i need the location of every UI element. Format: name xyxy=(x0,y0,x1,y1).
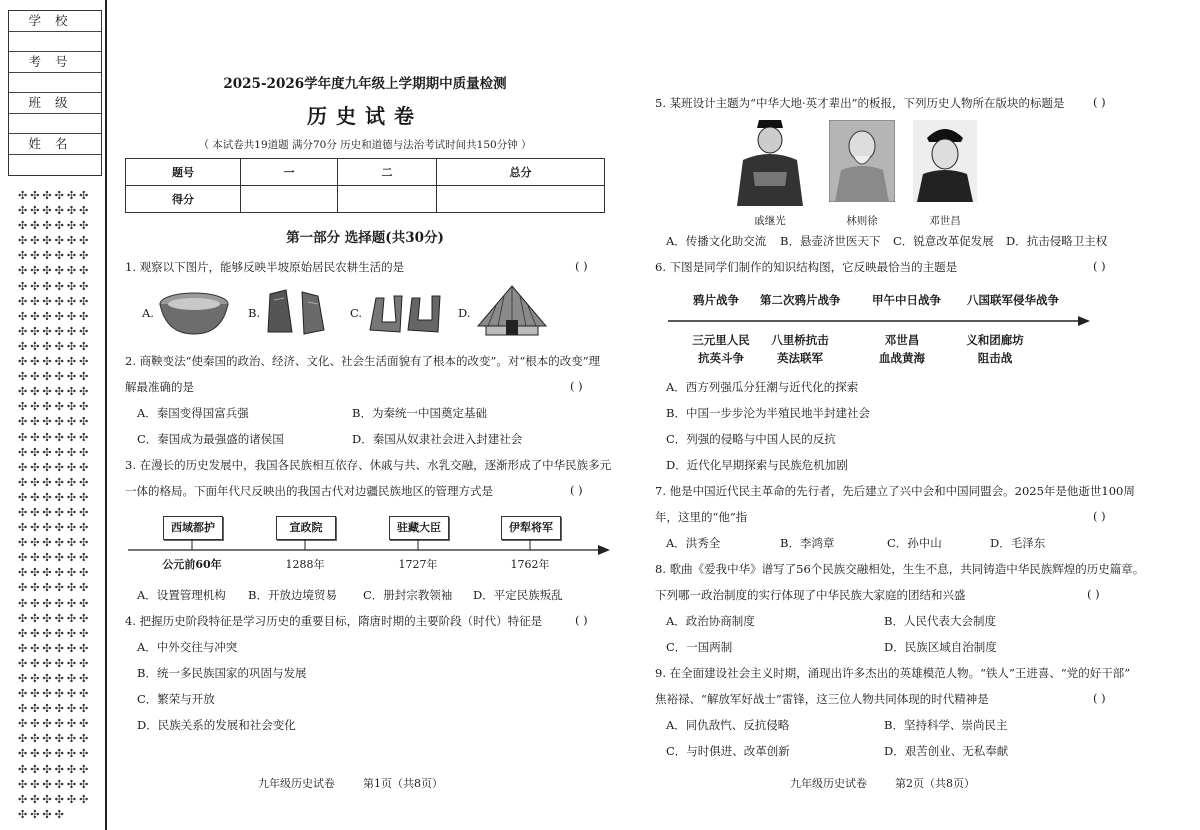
q3-option-d[interactable]: D．平定民族叛乱 xyxy=(473,588,563,602)
q6-option-d[interactable]: D．近代化早期探索与民族危机加剧 xyxy=(666,458,848,472)
name-label: 姓名 xyxy=(9,134,101,155)
q5-option-c[interactable]: C．锐意改革促发展 xyxy=(893,234,994,248)
caption-deng-shichang: 邓世昌 xyxy=(929,215,961,227)
timeline-ticks xyxy=(128,539,614,553)
timeline-year-2: 1288年 xyxy=(285,558,325,571)
timeline-box-1: 西域都护 xyxy=(163,516,223,540)
answer-paren-4[interactable]: ( ) xyxy=(575,613,588,627)
q2-option-b[interactable]: B．为秦统一中国奠定基础 xyxy=(352,406,487,420)
q7-option-d[interactable]: D．毛泽东 xyxy=(990,536,1046,550)
diagram-event-3: 邓世昌 血战黄海 xyxy=(879,333,925,365)
caption-qi-jiguang: 戚继光 xyxy=(754,215,786,227)
diagram-event-4: 义和团廊坊 阻击战 xyxy=(966,333,1024,365)
q3-option-b[interactable]: B．开放边境贸易 xyxy=(248,588,337,602)
metal-plow-image xyxy=(366,290,446,336)
score-table xyxy=(125,158,605,213)
page-footer-right: 九年级历史试卷 第2页（共8页） xyxy=(790,777,975,790)
q8-option-c[interactable]: C．一国两制 xyxy=(666,640,733,654)
q7-option-c[interactable]: C．孙中山 xyxy=(887,536,942,550)
question-9-cont: 焦裕禄、“解放军好战士”雷锋，这三位人物共同体现的时代精神是 xyxy=(655,692,989,706)
question-2: 2. 商鞅变法“使秦国的政治、经济、文化、社会生活面貌有了根本的改变”。对“根本的改变”理 xyxy=(125,354,601,368)
score-header-cell: 一 xyxy=(241,159,338,186)
q4-option-b[interactable]: B．统一多民族国家的巩固与发展 xyxy=(137,666,307,680)
q2-option-d[interactable]: D．秦国从奴隶社会进入封建社会 xyxy=(352,432,523,446)
seal-line xyxy=(105,0,107,830)
q9-option-b[interactable]: B．坚持科学、崇尚民主 xyxy=(884,718,1008,732)
diagram-war-2: 第二次鸦片战争 xyxy=(760,293,841,307)
diagram-arrow xyxy=(668,313,1094,329)
timeline-year-3: 1727年 xyxy=(398,558,438,571)
page-footer-left: 九年级历史试卷 第1页（共8页） xyxy=(258,777,443,790)
thatched-hut-image xyxy=(476,284,548,338)
timeline-box-3: 驻藏大臣 xyxy=(389,516,449,540)
q1-letter-a: A. xyxy=(142,306,154,320)
q3-option-c[interactable]: C．册封宗教领袖 xyxy=(363,588,453,602)
q9-option-c[interactable]: C．与时俱进、改革创新 xyxy=(666,744,790,758)
q2-option-a[interactable]: A．秦国变得国富兵强 xyxy=(137,406,249,420)
answer-paren-7[interactable]: ( ) xyxy=(1093,509,1106,523)
q4-option-d[interactable]: D．民族关系的发展和社会变化 xyxy=(137,718,296,732)
stone-tool-image xyxy=(262,286,332,338)
q9-option-d[interactable]: D．艰苦创业、无私奉献 xyxy=(884,744,1009,758)
question-8-cont: 下列哪一政治制度的实行体现了中华民族大家庭的团结和兴盛 xyxy=(655,588,966,602)
timeline-year-4: 1762年 xyxy=(510,558,550,571)
class-label: 班级 xyxy=(9,93,101,114)
exam-number-blank[interactable] xyxy=(9,73,101,94)
score-cell[interactable] xyxy=(338,186,437,213)
answer-paren-5[interactable]: ( ) xyxy=(1093,95,1106,109)
diagram-war-1: 鸦片战争 xyxy=(693,293,739,307)
school-label: 学校 xyxy=(9,11,101,32)
score-cell[interactable] xyxy=(437,186,605,213)
seal-line-pattern: ✣✣✣✣✣✣✣✣✣✣✣✣✣✣✣✣✣✣✣✣✣✣✣✣✣✣✣✣✣✣✣✣✣✣✣✣✣✣✣✣✣✣✣✣✣✣✣✣✣✣✣✣✣✣✣✣✣✣✣✣✣✣✣✣✣✣✣✣✣✣✣✣✣✣✣✣✣✣✣✣✣✣✣✣✣✣✣✣✣✣✣✣✣✣✣✣✣✣✣✣✣✣✣✣✣✣✣✣✣✣✣✣✣✣✣✣✣✣✣✣✣✣✣✣✣✣✣✣✣✣✣✣✣✣✣✣✣✣✣✣✣✣✣✣✣✣✣✣✣✣✣✣✣✣✣✣✣✣✣✣✣✣✣✣✣✣✣✣✣✣✣✣✣✣✣✣✣✣✣✣✣✣✣✣✣✣✣✣✣✣✣✣✣✣✣✣✣✣✣✣✣✣✣✣✣✣✣✣✣✣✣✣✣✣✣✣✣✣✣✣✣✣✣✣✣✣✣✣✣✣✣✣✣✣✣✣✣✣✣✣✣✣✣✣✣✣✣✣✣✣ xyxy=(18,189,92,821)
answer-paren-8[interactable]: ( ) xyxy=(1087,587,1100,601)
timeline-year-1: 公元前60年 xyxy=(162,558,222,571)
score-cell[interactable] xyxy=(241,186,338,213)
q7-option-a[interactable]: A．洪秀全 xyxy=(666,536,721,550)
exam-number-label: 考号 xyxy=(9,52,101,73)
question-7: 7. 他是中国近代民主革命的先行者，先后建立了兴中会和中国同盟会。2025年是他逝世100周 xyxy=(655,484,1135,498)
binding-info-box xyxy=(8,10,102,176)
score-header-cell: 题号 xyxy=(126,159,241,186)
q4-option-a[interactable]: A．中外交往与冲突 xyxy=(137,640,238,654)
q5-option-d[interactable]: D．抗击侵略卫主权 xyxy=(1006,234,1108,248)
section-heading: 第一部分 选择题(共30分) xyxy=(286,230,444,246)
q8-option-b[interactable]: B．人民代表大会制度 xyxy=(884,614,996,628)
diagram-war-4: 八国联军侵华战争 xyxy=(967,293,1059,307)
q5-option-b[interactable]: B．悬壶济世医天下 xyxy=(780,234,881,248)
answer-paren-1[interactable]: ( ) xyxy=(575,259,588,273)
q8-option-d[interactable]: D．民族区域自治制度 xyxy=(884,640,997,654)
question-7-cont: 年，这里的“他”指 xyxy=(655,510,748,524)
score-header-cell: 总分 xyxy=(437,159,605,186)
question-3: 3. 在漫长的历史发展中，我国各民族相互依存、休戚与共、水乳交融，逐渐形成了中华民族多元 xyxy=(125,458,612,472)
question-2-cont: 解最准确的是 xyxy=(125,380,194,394)
school-blank[interactable] xyxy=(9,32,101,53)
q6-option-b[interactable]: B．中国一步步沦为半殖民地半封建社会 xyxy=(666,406,870,420)
name-blank[interactable] xyxy=(9,155,101,175)
q8-option-a[interactable]: A．政治协商制度 xyxy=(666,614,755,628)
question-1: 1. 观察以下图片，能够反映半坡原始居民农耕生活的是 xyxy=(125,260,405,274)
portrait-deng-shichang xyxy=(913,120,977,202)
q1-letter-b: B. xyxy=(248,306,261,320)
portrait-qi-jiguang xyxy=(733,116,807,206)
q1-letter-d: D. xyxy=(458,306,471,320)
exam-title: 2025-2026学年度九年级上学期期中质量检测 xyxy=(223,76,507,92)
pottery-bowl-image xyxy=(158,290,230,336)
answer-paren-9[interactable]: ( ) xyxy=(1093,691,1106,705)
question-6: 6. 下图是同学们制作的知识结构图，它反映最恰当的主题是 xyxy=(655,260,958,274)
q2-option-c[interactable]: C．秦国成为最强盛的诸侯国 xyxy=(137,432,284,446)
diagram-war-3: 甲午中日战争 xyxy=(872,293,941,307)
q6-option-a[interactable]: A．西方列强瓜分狂潮与近代化的探索 xyxy=(666,380,859,394)
exam-notes: （ 本试卷共19道题 满分70分 历史和道德与法治考试时间共150分钟 ） xyxy=(198,139,532,151)
q9-option-a[interactable]: A．同仇敌忾、反抗侵略 xyxy=(666,718,790,732)
diagram-event-2: 八里桥抗击 英法联军 xyxy=(771,333,829,365)
q6-option-c[interactable]: C．列强的侵略与中国人民的反抗 xyxy=(666,432,836,446)
q7-option-b[interactable]: B．李鸿章 xyxy=(780,536,835,550)
question-4: 4. 把握历史阶段特征是学习历史的重要目标，隋唐时期的主要阶段（时代）特征是 xyxy=(125,614,543,628)
question-8: 8. 歌曲《爱我中华》谱写了56个民族交融相处，生生不息，共同铸造中华民族辉煌的历史篇章。 xyxy=(655,562,1145,576)
score-header-cell: 二 xyxy=(338,159,437,186)
answer-paren-3[interactable]: ( ) xyxy=(570,483,583,497)
timeline-box-2: 宣政院 xyxy=(276,516,336,540)
score-row-label: 得分 xyxy=(126,186,241,213)
question-3-cont: 一体的格局。下面年代尺反映出的我国古代对边疆民族地区的管理方式是 xyxy=(125,484,493,498)
caption-lin-zexu: 林则徐 xyxy=(846,215,878,227)
portrait-lin-zexu xyxy=(829,120,895,202)
q3-option-a[interactable]: A．设置管理机构 xyxy=(137,588,226,602)
timeline-box-4: 伊犁将军 xyxy=(501,516,561,540)
q5-option-a[interactable]: A．传播文化助交流 xyxy=(666,234,767,248)
question-5: 5. 某班设计主题为“中华大地·英才辈出”的板报，下列历史人物所在版块的标题是 xyxy=(655,96,1065,110)
question-9: 9. 在全面建设社会主义时期，涌现出许多杰出的英雄模范人物。“铁人”王进喜、“党的好干部” xyxy=(655,666,1131,680)
class-blank[interactable] xyxy=(9,114,101,135)
q4-option-c[interactable]: C．繁荣与开放 xyxy=(137,692,215,706)
answer-paren-6[interactable]: ( ) xyxy=(1093,259,1106,273)
subject-title: 历史试卷 xyxy=(307,104,423,128)
diagram-event-1: 三元里人民 抗英斗争 xyxy=(692,333,750,365)
answer-paren-2[interactable]: ( ) xyxy=(570,379,583,393)
q1-letter-c: C. xyxy=(350,306,363,320)
